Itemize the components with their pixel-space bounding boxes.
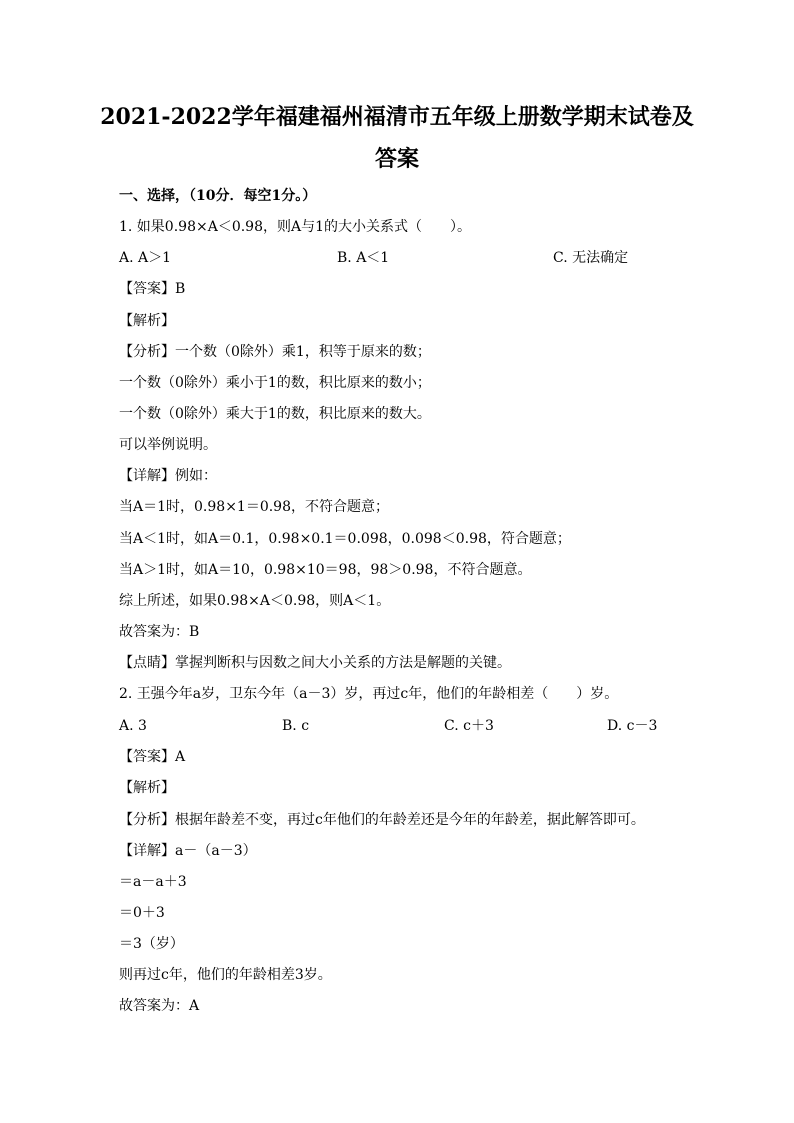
question-1-key-point: 【点睛】掌握判断积与因数之间大小关系的方法是解题的关键。	[119, 655, 511, 671]
question-1-detail-4: 当A＞1时，如A＝10，0.98×10＝98，98＞0.98，不符合题意。	[119, 562, 532, 578]
question-2-option-a: A. 3	[119, 718, 147, 734]
question-2-detail-2: ＝a－a＋3	[119, 874, 187, 890]
question-2-detail-1: 【详解】a－（a－3）	[119, 843, 257, 859]
question-1-analysis-4: 可以举例说明。	[119, 437, 217, 453]
document-title-line-1: 2021-2022学年福建福州福清市五年级上册数学期末试卷及	[100, 104, 694, 130]
question-1-detail-2: 当A＝1时，0.98×1＝0.98，不符合题意；	[119, 499, 389, 515]
section-heading: 一、选择，（10分．每空1分。）	[119, 188, 317, 204]
document-title-line-2: 答案	[374, 146, 419, 172]
question-1-analysis-3: 一个数（0除外）乘大于1的数，积比原来的数大。	[119, 406, 431, 422]
question-2-answer: 【答案】A	[119, 749, 186, 765]
question-1-final-answer: 故答案为：B	[119, 624, 200, 640]
question-1-answer: 【答案】B	[119, 281, 186, 297]
question-1-detail-3: 当A＜1时，如A＝0.1，0.98×0.1＝0.098，0.098＜0.98，符合题意；	[119, 531, 571, 547]
question-1-analysis-1: 【分析】一个数（0除外）乘1，积等于原来的数；	[119, 344, 431, 360]
question-2-detail-4: ＝3（岁）	[119, 936, 184, 952]
question-1-detail-5: 综上所述，如果0.98×A＜0.98，则A＜1。	[119, 593, 391, 609]
question-2-option-d: D. c－3	[607, 718, 658, 734]
question-1-analysis-2: 一个数（0除外）乘小于1的数，积比原来的数小；	[119, 375, 431, 391]
question-2-option-c: C. c＋3	[444, 718, 494, 734]
question-1-detail-1: 【详解】例如：	[119, 468, 217, 484]
question-1-analysis-label: 【解析】	[119, 313, 175, 329]
question-2-analysis-label: 【解析】	[119, 780, 175, 796]
question-1-option-b: B. A＜1	[337, 250, 390, 266]
question-2-option-b: B. c	[282, 718, 310, 734]
question-1-stem: 1. 如果0.98×A＜0.98，则A与1的大小关系式（ ）。	[119, 219, 472, 235]
question-2-analysis-1: 【分析】根据年龄差不变，再过c年他们的年龄差还是今年的年龄差，据此解答即可。	[119, 812, 645, 828]
question-2-stem: 2. 王强今年a岁，卫东今年（a－3）岁，再过c年，他们的年龄相差（ ）岁。	[119, 686, 619, 702]
question-1-option-c: C. 无法确定	[553, 250, 629, 266]
question-1-option-a: A. A＞1	[119, 250, 172, 266]
question-2-detail-3: ＝0＋3	[119, 905, 165, 921]
question-2-detail-5: 则再过c年，他们的年龄相差3岁。	[119, 967, 332, 983]
question-2-final-answer: 故答案为：A	[119, 998, 200, 1014]
